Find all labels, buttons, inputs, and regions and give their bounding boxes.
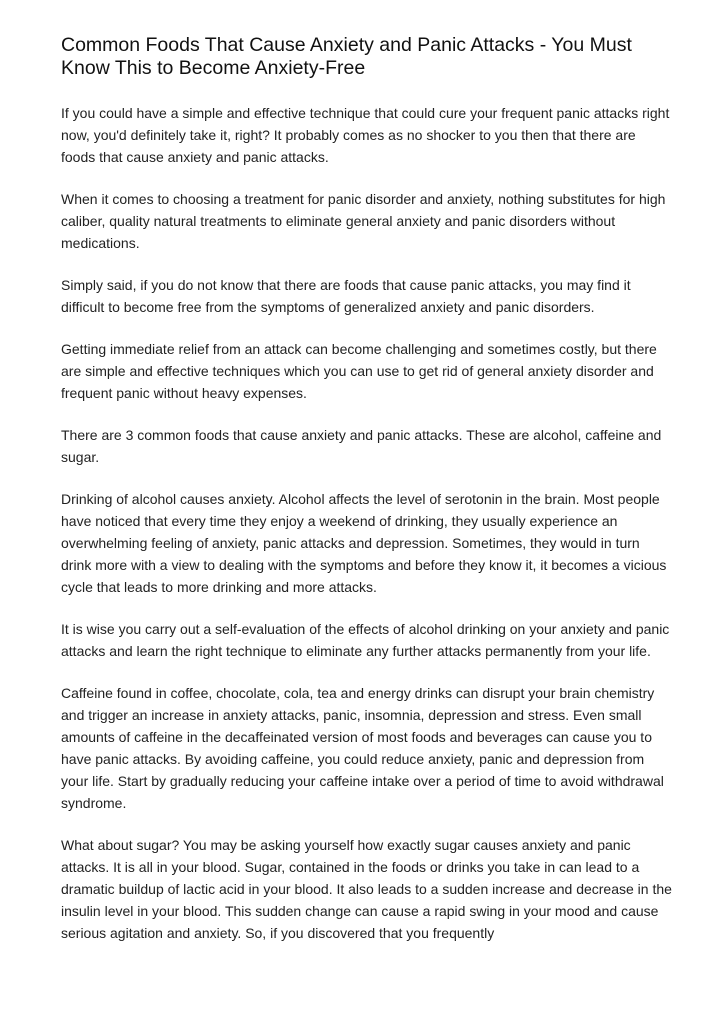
paragraph-three-foods: There are 3 common foods that cause anxiety and panic attacks. These are alcohol, caffeine and sugar. xyxy=(61,427,662,465)
paragraph-self-evaluation: It is wise you carry out a self-evaluation of the effects of alcohol drinking on your anxiety and panic attacks and learn the right technique to eliminate any further attacks permanently from your life. xyxy=(61,621,670,659)
paragraph-sugar: What about sugar? You may be asking yourself how exactly sugar causes anxiety and panic attacks. It is all in your blood. Sugar, contained in the foods or drinks you take in can lead to a dramatic buildup of lactic acid in your blood. It also leads to a sudden increase and decrease in the insulin level in your blood. This sudden change can cause a rapid swing in your mood and cause serious agitation and anxiety. So, if you discovered that you frequently xyxy=(61,837,672,941)
paragraph-relief: Getting immediate relief from an attack can become challenging and sometimes costly, but there are simple and effective techniques which you can use to get rid of general anxiety disorder and frequent panic without heavy expenses. xyxy=(61,341,657,401)
paragraph-simply-said: Simply said, if you do not know that there are foods that cause panic attacks, you may find it difficult to become free from the symptoms of generalized anxiety and panic disorders. xyxy=(61,277,631,315)
document-body xyxy=(61,102,673,944)
paragraph-intro: If you could have a simple and effective technique that could cure your frequent panic attacks right now, you'd definitely take it, right? It probably comes as no shocker to you then that there are foods that cause anxiety and panic attacks. xyxy=(61,105,670,165)
document-title: Common Foods That Cause Anxiety and Panic Attacks - You Must Know This to Become Anxiety-Free xyxy=(61,34,632,79)
paragraph-treatment: When it comes to choosing a treatment for panic disorder and anxiety, nothing substitutes for high caliber, quality natural treatments to eliminate general anxiety and panic disorders without medications. xyxy=(61,191,666,251)
document-page xyxy=(61,34,673,964)
paragraph-alcohol: Drinking of alcohol causes anxiety. Alcohol affects the level of serotonin in the brain. Most people have noticed that every time they enjoy a weekend of drinking, they usually experience an overwhelming feeling of anxiety, panic attacks and depression. Sometimes, they would in turn drink more with a view to dealing with the symptoms and before they know it, it becomes a vicious cycle that leads to more drinking and more attacks. xyxy=(61,491,667,595)
paragraph-caffeine: Caffeine found in coffee, chocolate, cola, tea and energy drinks can disrupt your brain chemistry and trigger an increase in anxiety attacks, panic, insomnia, depression and stress. Even small amounts of caffeine in the decaffeinated version of most foods and beverages can cause you to have panic attacks. By avoiding caffeine, you could reduce anxiety, panic and depression from your life. Start by gradually reducing your caffeine intake over a period of time to avoid withdrawal syndrome. xyxy=(61,685,664,811)
